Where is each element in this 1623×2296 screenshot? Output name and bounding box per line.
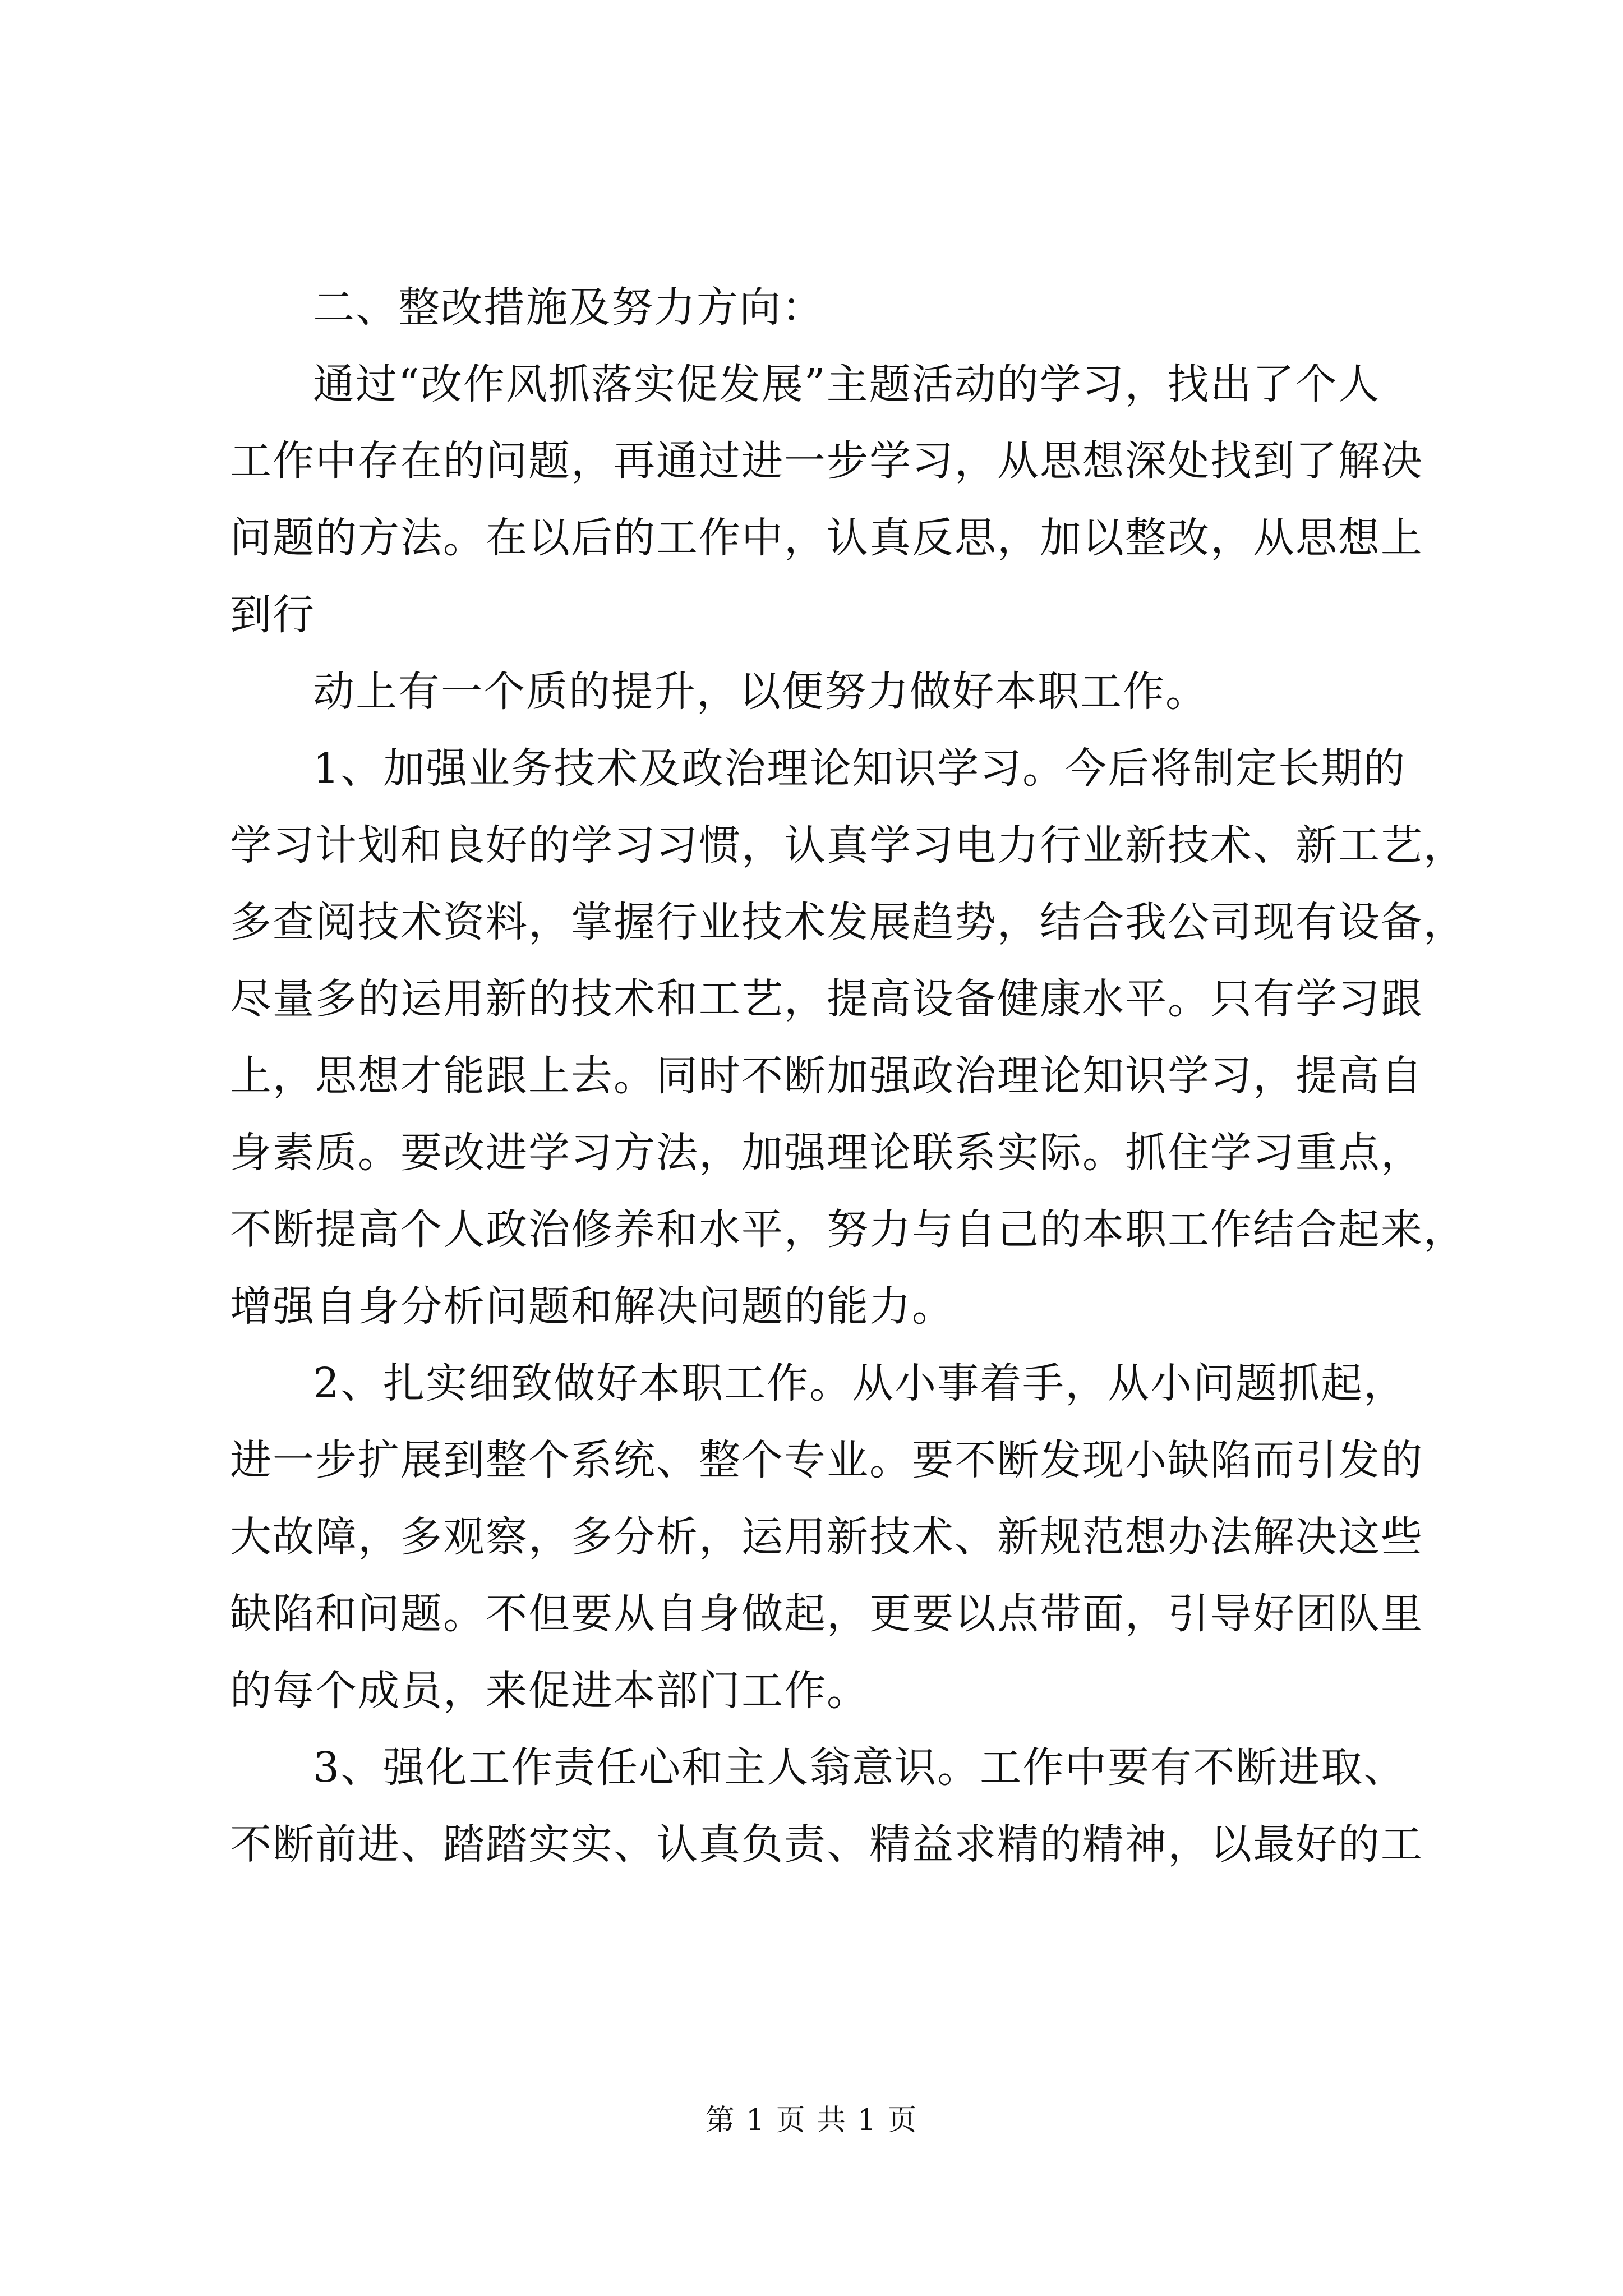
- text-line: 尽量多的运用新的技术和工艺，提高设备健康水平。只有学习跟: [230, 975, 1423, 1023]
- text-line: 的每个成员，来促进本部门工作。: [230, 1667, 869, 1715]
- paragraph-item-1: [230, 730, 1466, 1345]
- paragraph-intro: [230, 346, 1430, 654]
- section-heading: [230, 269, 1430, 346]
- text-line: 通过“改作风抓落实促发展”主题活动的学习，找出了个人: [313, 360, 1381, 408]
- text-line: 二、整改措施及努力方向：: [313, 283, 824, 332]
- text-line: 多查阅技术资料，掌握行业技术发展趋势，结合我公司现有设备，: [230, 898, 1466, 946]
- text-line: 缺陷和问题。不但要从自身做起，更要以点带面，引导好团队里: [230, 1590, 1423, 1638]
- paragraph-continuation: [230, 654, 1430, 730]
- paragraph-item-3: [230, 1729, 1430, 1883]
- page-footer: [0, 2101, 1623, 2140]
- text-line: 学习计划和良好的学习习惯，认真学习电力行业新技术、新工艺，: [230, 821, 1466, 869]
- text-line: 进一步扩展到整个系统、整个专业。要不断发现小缺陷而引发的: [230, 1436, 1423, 1484]
- text-line: 不断提高个人政治修养和水平，努力与自己的本职工作结合起来，: [230, 1205, 1466, 1254]
- text-line: 上，思想才能跟上去。同时不断加强政治理论知识学习，提高自: [230, 1052, 1423, 1100]
- text-line: 1、加强业务技术及政治理论知识学习。今后将制定长期的: [313, 744, 1407, 793]
- document-body: [230, 269, 1466, 1883]
- text-line: 大故障，多观察，多分析，运用新技术、新规范想办法解决这些: [230, 1513, 1423, 1561]
- text-line: 增强自身分析问题和解决问题的能力。: [230, 1282, 955, 1331]
- text-line: 到行: [230, 591, 315, 639]
- paragraph-item-2: [230, 1345, 1430, 1729]
- text-line: 2、扎实细致做好本职工作。从小事着手，从小问题抓起，: [313, 1359, 1407, 1407]
- text-line: 问题的方法。在以后的工作中，认真反思，加以整改，从思想上: [230, 514, 1423, 562]
- text-line: 动上有一个质的提升，以便努力做好本职工作。: [313, 668, 1208, 716]
- text-line: 身素质。要改进学习方法，加强理论联系实际。抓住学习重点，: [230, 1129, 1423, 1177]
- text-line: 不断前进、踏踏实实、认真负责、精益求精的精神，以最好的工: [230, 1820, 1423, 1869]
- text-line: 工作中存在的问题，再通过进一步学习，从思想深处找到了解决: [230, 437, 1423, 485]
- page-number-label: 第 1 页 共 1 页: [705, 2104, 918, 2137]
- text-line: 3、强化工作责任心和主人翁意识。工作中要有不断进取、: [313, 1743, 1407, 1792]
